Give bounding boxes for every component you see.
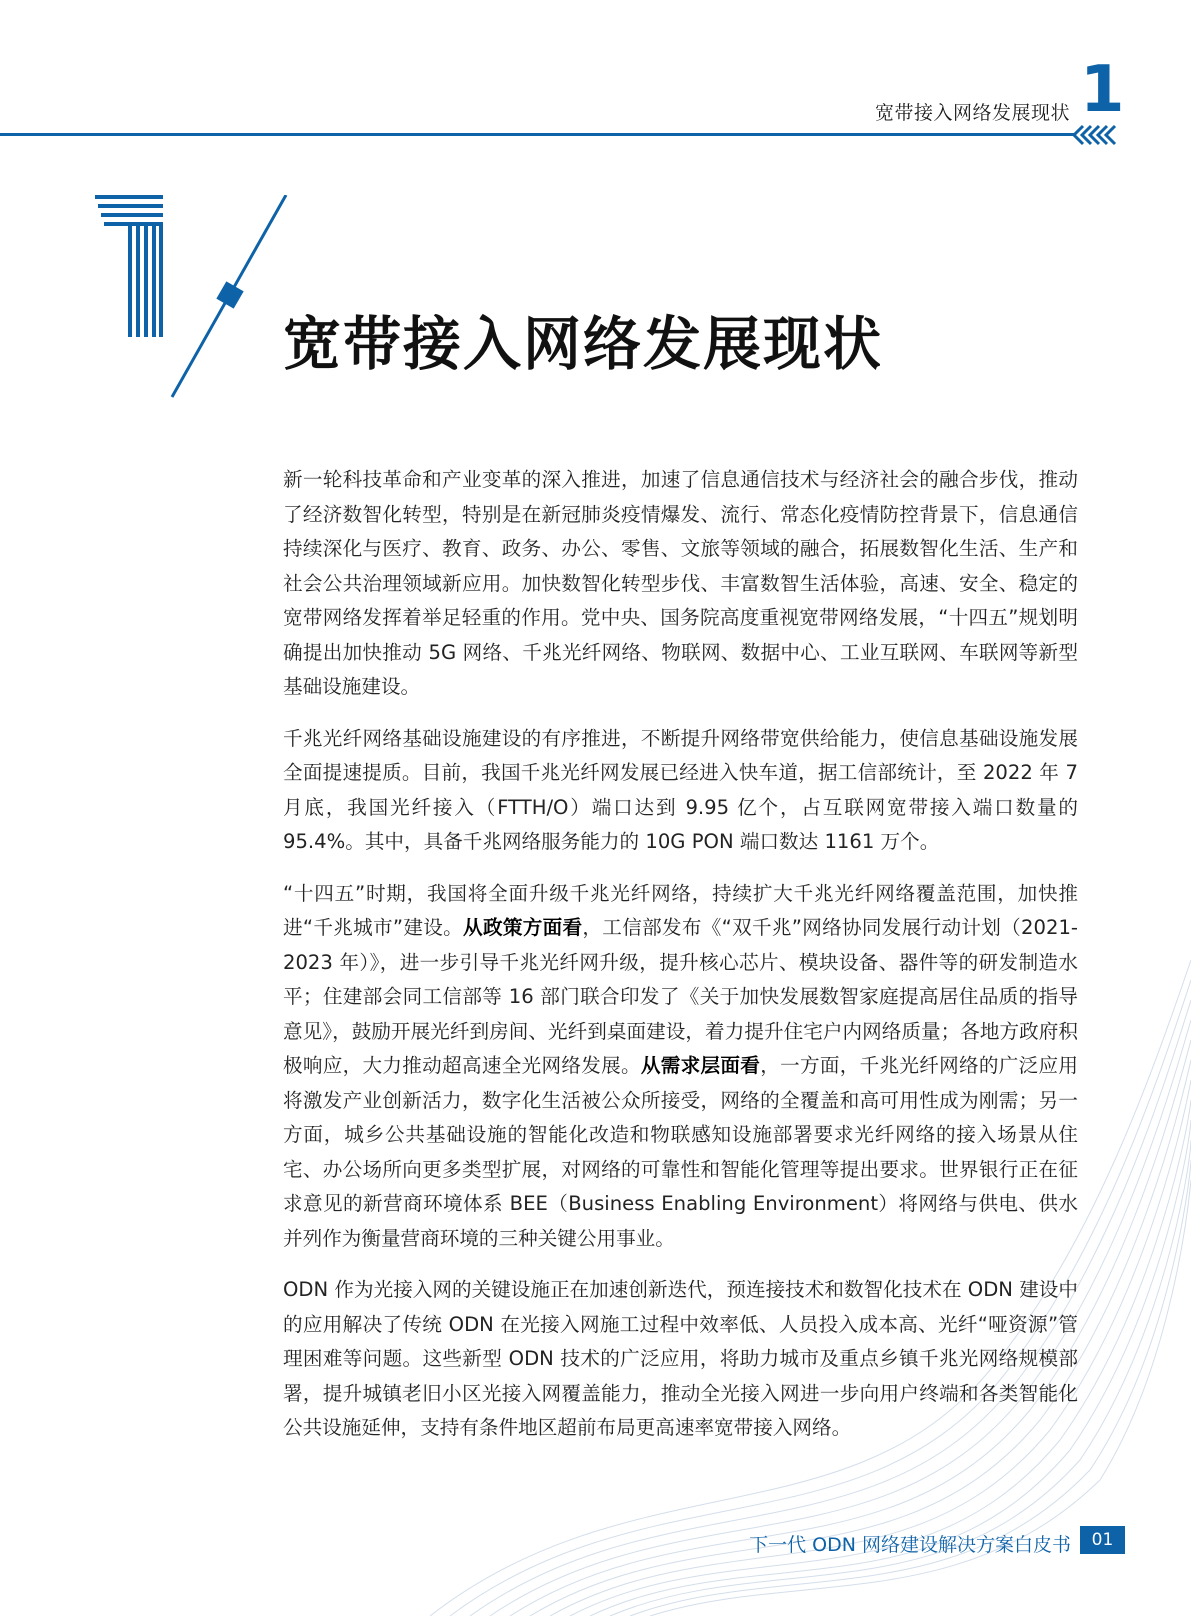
paragraph-3-text-e: ，一方面，千兆光纤网络的广泛应用将激发产业创新活力，数字化生活被公众所接受，网络的全覆盖和高可用性成为刚需；另一方面，城乡公共基础设施的智能化改造和物联感知设施部署要求光纤网络的接入场景从住宅、办公场所向更多类型扩展，对网络的可靠性和智能化管理等提出要求。世界银行正在征求意见的新营商环境体系 BEE（Business Enabling Environment）将网络与供电、供水并列作为衡量营商环境的三种关键公用事业。	[283, 1054, 1079, 1250]
chapter-title: 宽带接入网络发展现状	[283, 310, 884, 378]
striped-numeral-one-icon	[90, 195, 310, 410]
body-text	[283, 463, 1078, 1463]
paragraph-3-text-a: “十四五”时期，我国将全面升级千兆光纤网络，持续扩大千兆光纤网络覆盖范围，加快推进“千兆城市”建设。	[283, 881, 1078, 939]
running-header-section-number: 1	[1080, 53, 1125, 127]
paragraph-3-text-c: ，工信部发布《“双千兆”网络协同发展行动计划（2021-2023 年）》，进一步引导千兆光纤网升级，提升核心芯片、模块设备、器件等的研发制造水平；住建部会同工信部等 16 部门联合印发了《关于加快发展数智家庭提高居住品质的指导意见》，鼓励开展光纤到房间、光纤到桌面建设，着力提升住宅户内网络质量；各地方政府积极响应，大力推动超高速全光网络发展。	[283, 916, 1078, 1077]
footer-document-title: 下一代 ODN 网络建设解决方案白皮书	[749, 1534, 1071, 1556]
running-header-title: 宽带接入网络发展现状	[874, 102, 1070, 124]
demand-emphasis: 从需求层面看	[640, 1054, 761, 1077]
paragraph-2: 千兆光纤网络基础设施建设的有序推进，不断提升网络带宽供给能力，使信息基础设施发展全面提速提质。目前，我国千兆光纤网发展已经进入快车道，据工信部统计，至 2022 年 7 月底，我国光纤接入（FTTH/O）端口达到 9.95 亿个，占互联网宽带接入端口数量的 95.4%。其中，具备千兆网络服务能力的 10G PON 端口数达 1161 万个。	[283, 726, 1078, 853]
header-rule	[0, 133, 1074, 136]
paragraph-3	[283, 877, 1078, 1257]
paragraph-4: ODN 作为光接入网的关键设施正在加速创新迭代，预连接技术和数智化技术在 ODN 建设中的应用解决了传统 ODN 在光接入网施工过程中效率低、人员投入成本高、光纤“哑资源”管理困难等问题。这些新型 ODN 技术的广泛应用，将助力城市及重点乡镇千兆光网络规模部署，提升城镇老旧小区光接入网覆盖能力，推动全光接入网进一步向用户终端和各类智能化公共设施延伸，支持有条件地区超前布局更高速率宽带接入网络。	[283, 1278, 1078, 1439]
page-number: 01	[1080, 1526, 1125, 1554]
paragraph-1: 新一轮科技革命和产业变革的深入推进，加速了信息通信技术与经济社会的融合步伐，推动了经济数智化转型，特别是在新冠肺炎疫情爆发、流行、常态化疫情防控背景下，信息通信持续深化与医疗、教育、政务、办公、零售、文旅等领域的融合，拓展数智化生活、生产和社会公共治理领域新应用。加快数智化转型步伐、丰富数智生活体验，高速、安全、稳定的宽带网络发挥着举足轻重的作用。党中央、国务院高度重视宽带网络发展，“十四五”规划明确提出加快推动 5G 网络、千兆光纤网络、物联网、数据中心、工业互联网、车联网等新型基础设施建设。	[283, 468, 1078, 698]
double-chevron-left-icon	[1073, 124, 1173, 146]
policy-emphasis: 从政策方面看	[463, 916, 583, 939]
